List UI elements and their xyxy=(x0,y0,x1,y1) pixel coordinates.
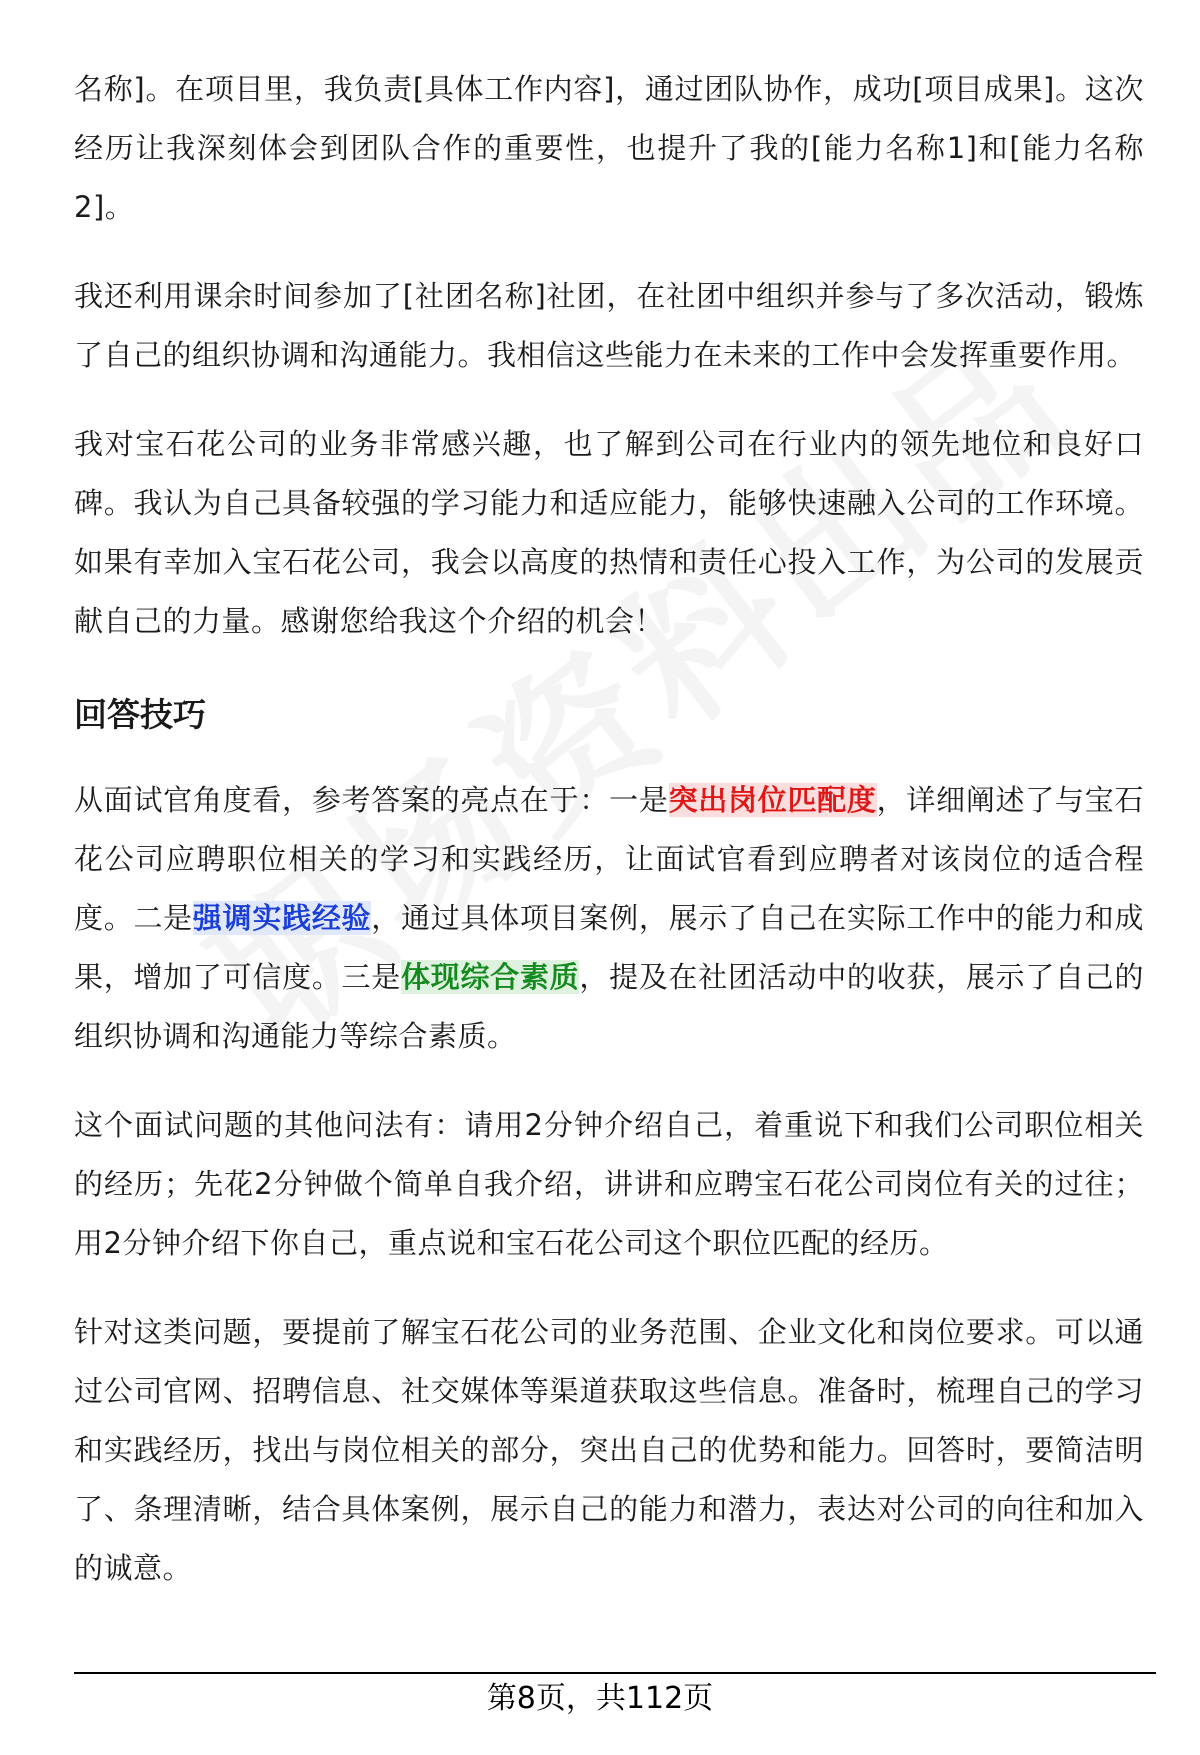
footer-divider xyxy=(74,1672,1156,1674)
tips-text-2: ，详细阐述了与宝石花公司应聘职位相关的学习和实践经历，让面试官看到应聘者对该岗位的适合程度。二是 xyxy=(74,783,1144,935)
highlight-job-match: 突出岗位匹配度 xyxy=(668,783,877,817)
paragraph-preparation-advice: 针对这类问题，要提前了解宝石花公司的业务范围、企业文化和岗位要求。可以通过公司官网、招聘信息、社交媒体等渠道获取这些信息。准备时，梳理自己的学习和实践经历，找出与岗位相关的部分，突出自己的优势和能力。回答时，要简洁明了、条理清晰，结合具体案例，展示自己的能力和潜力，表达对公司的向往和加入的诚意。 xyxy=(74,1315,1144,1585)
page-content xyxy=(74,60,1144,1628)
highlight-overall-quality: 体现综合素质 xyxy=(401,960,580,994)
tips-text-4: ，提及在社团活动中的收获，展示了自己的组织协调和沟通能力等综合素质。 xyxy=(74,960,1144,1053)
paragraph-club-experience: 我还利用课余时间参加了[社团名称]社团，在社团中组织并参与了多次活动，锻炼了自己的组织协调和沟通能力。我相信这些能力在未来的工作中会发挥重要作用。 xyxy=(74,279,1144,372)
paragraph-company-interest: 我对宝石花公司的业务非常感兴趣，也了解到公司在行业内的领先地位和良好口碑。我认为自己具备较强的学习能力和适应能力，能够快速融入公司的工作环境。如果有幸加入宝石花公司，我会以高度的热情和责任心投入工作，为公司的发展贡献自己的力量。感谢您给我这个介绍的机会！ xyxy=(74,427,1144,638)
paragraph-project-experience: 名称]。在项目里，我负责[具体工作内容]，通过团队协作，成功[项目成果]。这次经历让我深刻体会到团队合作的重要性，也提升了我的[能力名称1]和[能力名称2]。 xyxy=(74,72,1144,224)
section-title: 回答技巧 xyxy=(74,695,206,734)
page-number: 第8页，共112页 xyxy=(486,1681,714,1716)
tips-text-1: 从面试官角度看，参考答案的亮点在于：一是 xyxy=(74,783,669,817)
paragraph-alternative-questions: 这个面试问题的其他问法有：请用2分钟介绍自己，着重说下和我们公司职位相关的经历；先花2分钟做个简单自我介绍，讲讲和应聘宝石花公司岗位有关的过往；用2分钟介绍下你自己，重点说和宝石花公司这个职位匹配的经历。 xyxy=(74,1108,1144,1260)
highlight-practical-experience: 强调实践经验 xyxy=(192,901,372,935)
tips-text-3: ，通过具体项目案例，展示了自己在实际工作中的能力和成果，增加了可信度。三是 xyxy=(74,901,1144,994)
paragraph-answer-highlights xyxy=(74,771,1144,1066)
